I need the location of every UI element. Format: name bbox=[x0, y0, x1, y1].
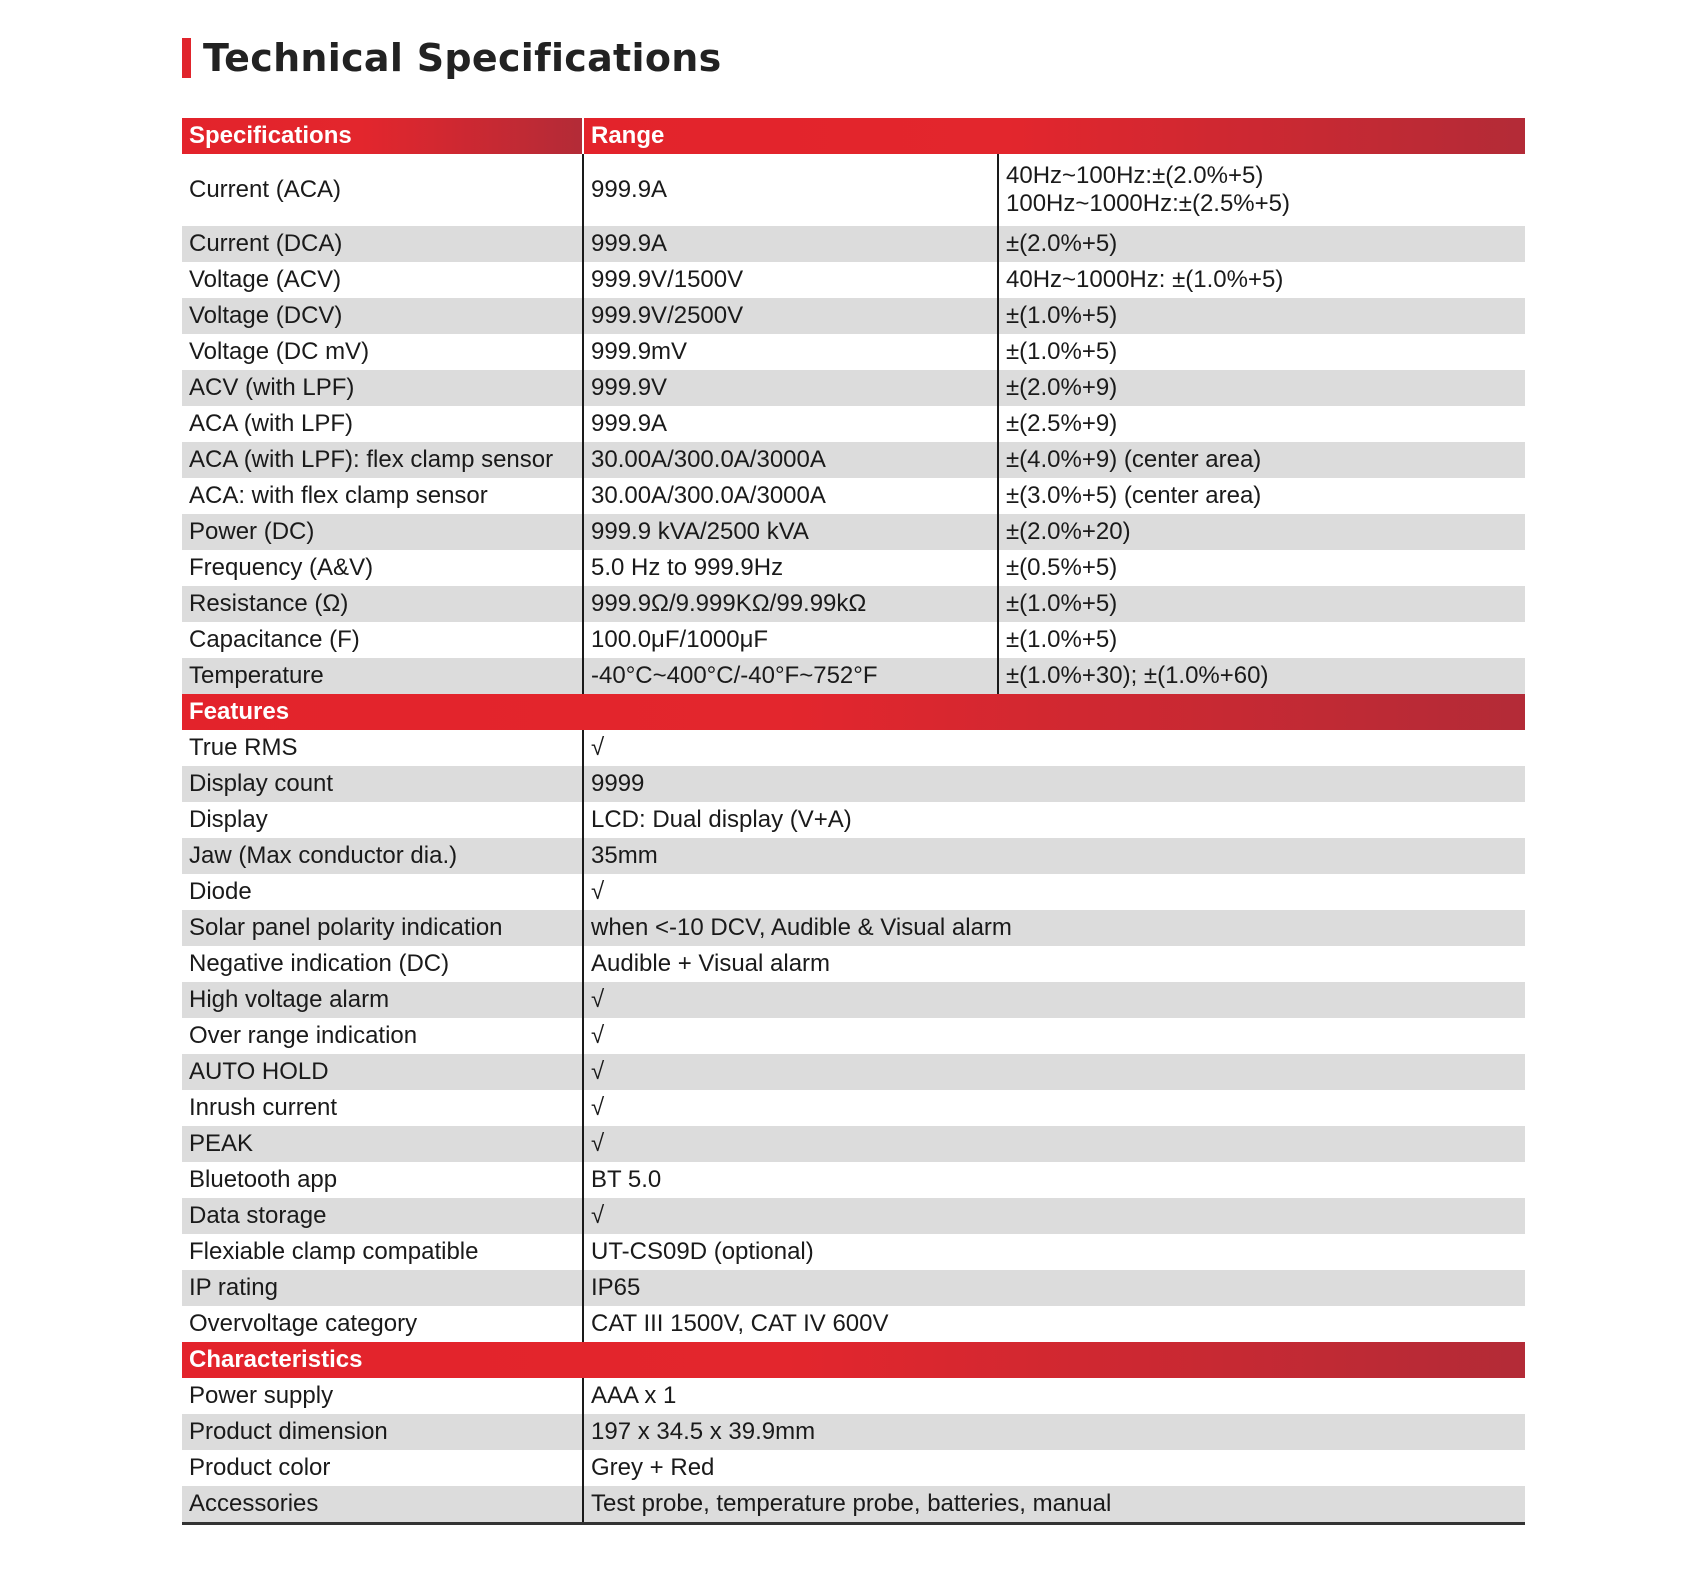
feature-row-value: √ bbox=[583, 1126, 1525, 1162]
characteristic-row-name: Power supply bbox=[189, 1382, 334, 1409]
features-section-header-row bbox=[182, 694, 1525, 730]
feature-row bbox=[182, 910, 1525, 946]
feature-row-value: √ bbox=[583, 1198, 1525, 1234]
feature-row bbox=[182, 838, 1525, 874]
feature-row-value: √ bbox=[583, 1054, 1525, 1090]
spec-name: ACA: with flex clamp sensor bbox=[189, 482, 488, 509]
spec-range: 999.9A bbox=[583, 226, 998, 262]
feature-row bbox=[182, 1198, 1525, 1234]
spec-accuracy: ±(2.0%+20) bbox=[998, 514, 1525, 550]
spec-row bbox=[182, 514, 1525, 550]
feature-row bbox=[182, 1054, 1525, 1090]
feature-row-name: True RMS bbox=[189, 734, 298, 761]
characteristic-row-name: Product dimension bbox=[182, 1414, 583, 1450]
column-header-range: Range bbox=[583, 118, 1525, 154]
spec-row bbox=[182, 586, 1525, 622]
feature-row-value: √ bbox=[583, 1018, 1525, 1054]
feature-row-name: Display count bbox=[182, 766, 583, 802]
spec-name: Frequency (A&V) bbox=[189, 554, 374, 581]
feature-row bbox=[182, 1090, 1525, 1126]
spec-name: Resistance (Ω) bbox=[182, 586, 583, 622]
spec-row bbox=[182, 298, 1525, 334]
characteristic-row-value: Test probe, temperature probe, batteries, manual bbox=[583, 1486, 1525, 1524]
characteristic-row bbox=[182, 1486, 1525, 1524]
feature-row-name: IP rating bbox=[182, 1270, 583, 1306]
feature-row-value: √ bbox=[583, 982, 1525, 1018]
spec-range: 999.9V bbox=[583, 370, 998, 406]
spec-accuracy bbox=[998, 154, 1525, 226]
spec-name: Voltage (ACV) bbox=[189, 266, 342, 293]
spec-accuracy: ±(1.0%+5) bbox=[998, 334, 1525, 370]
characteristic-row-value: AAA x 1 bbox=[583, 1378, 1525, 1414]
characteristic-row bbox=[182, 1414, 1525, 1450]
feature-row-value: UT-CS09D (optional) bbox=[583, 1234, 1525, 1270]
feature-row bbox=[182, 802, 1525, 838]
feature-row-value: when <-10 DCV, Audible & Visual alarm bbox=[583, 910, 1525, 946]
feature-row-value: IP65 bbox=[583, 1270, 1525, 1306]
feature-row-name: Inrush current bbox=[189, 1094, 338, 1121]
spec-range: 999.9 kVA/2500 kVA bbox=[583, 514, 998, 550]
spec-range: 999.9A bbox=[583, 406, 998, 442]
feature-row bbox=[182, 730, 1525, 766]
spec-accuracy-line: 100Hz~1000Hz:±(2.5%+5) bbox=[1006, 190, 1291, 217]
feature-row-value: LCD: Dual display (V+A) bbox=[583, 802, 1525, 838]
spec-range: 5.0 Hz to 999.9Hz bbox=[583, 550, 998, 586]
feature-row-name: Display bbox=[189, 806, 268, 833]
spec-name: Capacitance (F) bbox=[189, 626, 360, 653]
spec-accuracy: ±(3.0%+5) (center area) bbox=[998, 478, 1525, 514]
feature-row-name: PEAK bbox=[182, 1126, 583, 1162]
spec-accuracy: 40Hz~1000Hz: ±(1.0%+5) bbox=[998, 262, 1525, 298]
specifications-table-body bbox=[182, 118, 1525, 1524]
spec-range: 100.0μF/1000μF bbox=[583, 622, 998, 658]
spec-accuracy: ±(4.0%+9) (center area) bbox=[998, 442, 1525, 478]
characteristic-row-name: Product color bbox=[189, 1454, 331, 1481]
feature-row bbox=[182, 1018, 1525, 1054]
feature-row-value: BT 5.0 bbox=[583, 1162, 1525, 1198]
characteristics-section-title: Characteristics bbox=[182, 1342, 1525, 1378]
spec-range: 999.9A bbox=[583, 154, 998, 226]
feature-row bbox=[182, 1126, 1525, 1162]
spec-row bbox=[182, 370, 1525, 406]
spec-name: Current (DCA) bbox=[182, 226, 583, 262]
feature-row-value: √ bbox=[583, 1090, 1525, 1126]
feature-row bbox=[182, 946, 1525, 982]
feature-row-name: Negative indication (DC) bbox=[189, 950, 450, 977]
spec-name: ACA (with LPF) bbox=[189, 410, 354, 437]
feature-row-value: √ bbox=[583, 730, 1525, 766]
spec-row bbox=[182, 262, 1525, 298]
spec-name: ACA (with LPF): flex clamp sensor bbox=[182, 442, 583, 478]
feature-row-name: Over range indication bbox=[189, 1022, 418, 1049]
feature-row bbox=[182, 1162, 1525, 1198]
spec-row bbox=[182, 406, 1525, 442]
feature-row bbox=[182, 874, 1525, 910]
spec-accuracy: ±(1.0%+5) bbox=[998, 586, 1525, 622]
feature-row bbox=[182, 1234, 1525, 1270]
spec-row bbox=[182, 478, 1525, 514]
spec-range: 999.9mV bbox=[583, 334, 998, 370]
features-section-title: Features bbox=[182, 694, 1525, 730]
characteristics-section-header-row bbox=[182, 1342, 1525, 1378]
spec-name: Voltage (DC mV) bbox=[189, 338, 370, 365]
feature-row-name: AUTO HOLD bbox=[182, 1054, 583, 1090]
spec-accuracy: ±(0.5%+5) bbox=[998, 550, 1525, 586]
feature-row-value: √ bbox=[583, 874, 1525, 910]
feature-row bbox=[182, 1306, 1525, 1342]
feature-row-name: Solar panel polarity indication bbox=[182, 910, 583, 946]
feature-row-name: Bluetooth app bbox=[189, 1166, 338, 1193]
feature-row-name: Diode bbox=[189, 878, 252, 905]
spec-accuracy: ±(1.0%+5) bbox=[998, 298, 1525, 334]
spec-accuracy: ±(2.0%+5) bbox=[998, 226, 1525, 262]
spec-accuracy: ±(1.0%+5) bbox=[998, 622, 1525, 658]
feature-row-value: 9999 bbox=[583, 766, 1525, 802]
characteristic-row bbox=[182, 1378, 1525, 1414]
spec-row bbox=[182, 226, 1525, 262]
feature-row-name: Data storage bbox=[182, 1198, 583, 1234]
spec-row bbox=[182, 622, 1525, 658]
spec-range: 30.00A/300.0A/3000A bbox=[583, 478, 998, 514]
spec-name: Current (ACA) bbox=[189, 176, 342, 203]
table-header-row bbox=[182, 118, 1525, 154]
spec-accuracy: ±(2.5%+9) bbox=[998, 406, 1525, 442]
spec-range: 999.9V/1500V bbox=[583, 262, 998, 298]
feature-row-name: High voltage alarm bbox=[182, 982, 583, 1018]
spec-accuracy-line: 40Hz~100Hz:±(2.0%+5) bbox=[1006, 162, 1264, 189]
characteristic-row-value: Grey + Red bbox=[583, 1450, 1525, 1486]
spec-range: -40°C~400°C/-40°F~752°F bbox=[583, 658, 998, 694]
feature-row-name: Flexiable clamp compatible bbox=[189, 1238, 479, 1265]
spec-accuracy: ±(2.0%+9) bbox=[998, 370, 1525, 406]
column-header-specifications: Specifications bbox=[182, 118, 583, 154]
characteristic-row-name: Accessories bbox=[182, 1486, 583, 1524]
feature-row-value: 35mm bbox=[583, 838, 1525, 874]
feature-row bbox=[182, 766, 1525, 802]
spec-accuracy: ±(1.0%+30); ±(1.0%+60) bbox=[998, 658, 1525, 694]
spec-name: Voltage (DCV) bbox=[182, 298, 583, 334]
feature-row-name: Overvoltage category bbox=[189, 1310, 418, 1337]
page-title: Technical Specifications bbox=[182, 38, 722, 78]
feature-row bbox=[182, 1270, 1525, 1306]
feature-row bbox=[182, 982, 1525, 1018]
feature-row-value: CAT III 1500V, CAT IV 600V bbox=[583, 1306, 1525, 1342]
spec-row bbox=[182, 550, 1525, 586]
spec-name: Temperature bbox=[182, 658, 583, 694]
characteristic-row-value: 197 x 34.5 x 39.9mm bbox=[583, 1414, 1525, 1450]
spec-name: ACV (with LPF) bbox=[182, 370, 583, 406]
spec-name: Power (DC) bbox=[182, 514, 583, 550]
feature-row-name: Jaw (Max conductor dia.) bbox=[182, 838, 583, 874]
spec-row bbox=[182, 154, 1525, 226]
spec-row bbox=[182, 442, 1525, 478]
spec-range: 999.9Ω/9.999KΩ/99.99kΩ bbox=[583, 586, 998, 622]
spec-row bbox=[182, 658, 1525, 694]
spec-row bbox=[182, 334, 1525, 370]
specifications-table bbox=[182, 118, 1525, 1525]
spec-range: 999.9V/2500V bbox=[583, 298, 998, 334]
spec-range: 30.00A/300.0A/3000A bbox=[583, 442, 998, 478]
feature-row-value: Audible + Visual alarm bbox=[583, 946, 1525, 982]
characteristic-row bbox=[182, 1450, 1525, 1486]
